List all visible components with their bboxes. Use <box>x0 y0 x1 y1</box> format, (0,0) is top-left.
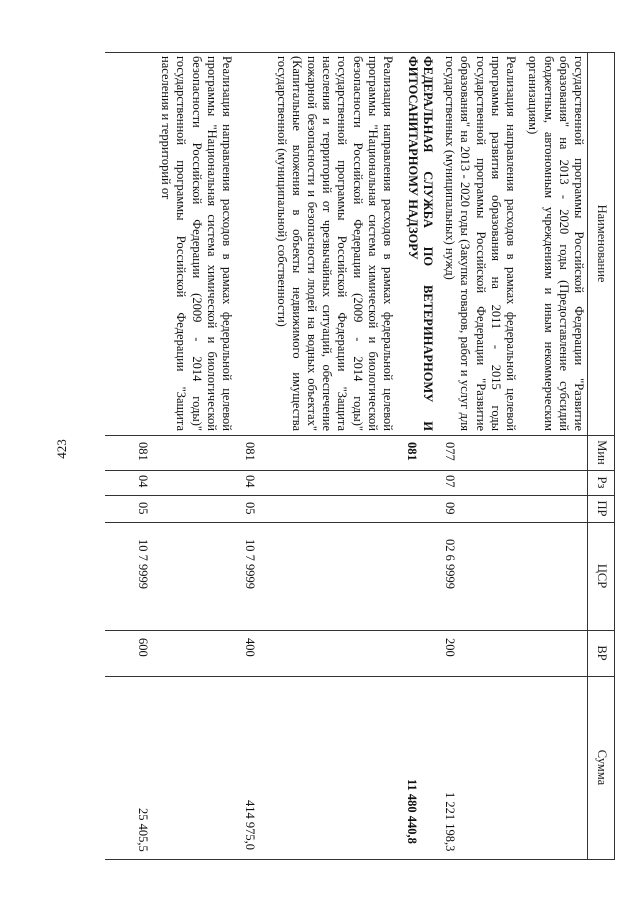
row-vr: 600 <box>136 638 150 657</box>
row-pr: 05 <box>136 502 150 515</box>
column-divider <box>105 495 615 496</box>
row-name: государственной программы Российской Федерации "Развитие образования" на 2013 - 2020 годы (Предоставление субсидий бюджетным, автономным учреждениям и иным некоммерческим организациям) <box>526 56 586 431</box>
table-border-left <box>105 52 615 53</box>
header-sum: Сумма <box>595 749 609 786</box>
page-number: 423 <box>54 439 69 459</box>
column-divider <box>105 470 615 471</box>
header-name: Наименование <box>595 204 609 283</box>
row-sum: 11 480 440,8 <box>405 779 419 844</box>
row-rz: 07 <box>443 475 457 488</box>
budget-table <box>105 52 615 860</box>
row-pr: 09 <box>443 502 457 515</box>
row-vr: 400 <box>243 638 257 657</box>
row-min: 081 <box>243 442 257 461</box>
column-divider <box>105 435 615 436</box>
row-csr: 10 7 9999 <box>243 539 257 589</box>
row-sum: 1 221 198,3 <box>443 792 457 852</box>
header-min: Мин <box>595 440 609 465</box>
header-vr: ВР <box>595 645 609 661</box>
row-min: 081 <box>405 442 419 461</box>
column-divider <box>105 676 615 677</box>
table-border-right <box>105 859 615 860</box>
header-pr: ПР <box>595 500 609 517</box>
row-min: 081 <box>136 442 150 461</box>
header-csr: ЦСР <box>595 563 609 589</box>
row-rz: 04 <box>136 475 150 488</box>
row-sum: 25 405,5 <box>136 808 150 852</box>
row-name: Реализация направления расходов в рамках федеральной целевой программы "Национальная система химической и биологической безопасности Российской Федерации (2009 - 2014 годы)" государственной программы Российской Федерации "Защита населения и территорий от <box>159 56 234 431</box>
row-csr: 10 7 9999 <box>136 539 150 589</box>
row-name: ФЕДЕРАЛЬНАЯ СЛУЖБА ПО ВЕТЕРИНАРНОМУ И ФИТОСАНИТАРНОМУ НАДЗОРУ <box>405 56 435 431</box>
row-csr: 02 6 9999 <box>443 539 457 589</box>
row-min: 077 <box>443 442 457 461</box>
row-name: Реализация направления расходов в рамках федеральной целевой программы развития образования на 2011 - 2015 годы государственной программы Российской Федерации "Развитие образования" на 2013 - 2020 годы (Закупка товаров, работ и услуг для государственных (муниципальных) нужд) <box>443 56 518 431</box>
column-divider <box>105 522 615 523</box>
row-sum: 414 975,0 <box>243 800 257 850</box>
row-name: Реализация направления расходов в рамках федеральной целевой программы "Национальная система химической и биологической безопасности Российской Федерации (2009 - 2014 годы)" государственной программы Российской Федерации "Защита населения и территорий от чрезвычайных ситуаций, обеспечение пожарной безопасности и безопасности людей на водных объектах" (Капитальные вложения в объекты недвижимого имущества государственной (муниципальной) собственности) <box>274 56 395 431</box>
row-pr: 05 <box>243 502 257 515</box>
header-rz: Рз <box>595 476 609 489</box>
column-divider <box>105 630 615 631</box>
row-vr: 200 <box>443 638 457 657</box>
row-rz: 04 <box>243 475 257 488</box>
